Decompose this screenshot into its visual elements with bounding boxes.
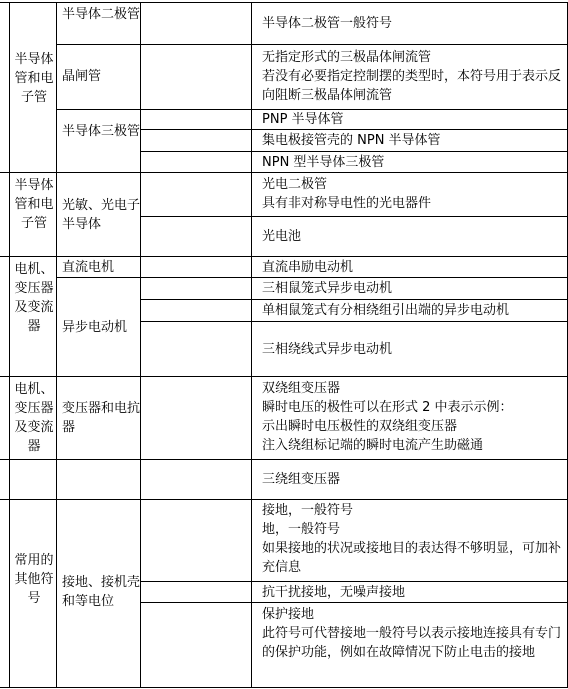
subcategory-cell: 半导体三极管: [62, 124, 141, 139]
subcategory-cell: 直流电机: [62, 260, 115, 275]
rule: [140, 581, 568, 582]
description-cell: 直流串励电动机: [262, 260, 354, 275]
description-cell: 三相绕线式异步电动机: [262, 342, 393, 357]
subcategory-cell: 变压器和电抗器: [62, 401, 141, 435]
rule: [0, 376, 568, 377]
category-cell: 电机、变压器及变流器: [14, 262, 54, 334]
description-cell: PNP 半导体管: [262, 112, 344, 127]
description-cell: 单相鼠笼式有分相绕组引出端的异步电动机: [262, 303, 510, 318]
description-cell: 半导体二极管一般符号: [262, 16, 393, 31]
description-cell: 光电池: [262, 229, 302, 244]
description-cell: 三绕组变压器: [262, 472, 341, 487]
category-cell: 常用的其他符号: [14, 553, 54, 606]
category-cell: 电机、变压器及变流器: [14, 382, 54, 454]
description-cell: 无指定形式的三极晶体闸流管 若没有必要指定控制摆的类型时，本符号用于表示反向阻断三极晶体闸流管: [262, 50, 562, 103]
rule: [251, 2, 252, 688]
description-cell: 抗干扰接地，无噪声接地: [262, 585, 406, 600]
rule: [0, 687, 568, 688]
rule: [0, 499, 568, 500]
description-cell: 集电极接管壳的 NPN 半导体管: [262, 133, 441, 148]
description-cell: 接地，一般符号 地，一般符号 如果接地的状况或接地目的表达得不够明显，可加补充信息: [262, 503, 562, 575]
rule: [140, 216, 568, 217]
rule: [0, 459, 568, 460]
description-cell: 三相鼠笼式异步电动机: [262, 281, 393, 296]
description-cell: 光电二极管 具有非对称导电性的光电器件: [262, 177, 432, 211]
rule: [140, 602, 568, 603]
subcategory-cell: 半导体二极管: [62, 7, 141, 22]
description-cell: NPN 型半导体三极管: [262, 155, 385, 170]
rule: [0, 256, 568, 257]
category-cell: 半导体管和电子管: [14, 52, 54, 105]
rule: [140, 299, 568, 300]
rule: [56, 44, 568, 45]
subcategory-cell: 晶闸管: [62, 69, 102, 84]
rule: [56, 2, 57, 688]
rule: [9, 2, 10, 688]
rule: [140, 321, 568, 322]
rule: [0, 2, 568, 3]
rule: [140, 129, 568, 130]
rule: [56, 277, 568, 278]
category-cell: 半导体管和电子管: [14, 178, 54, 231]
description-cell: 保护接地 此符号可代替接地一般符号以表示接地连接具有专门的保护功能，例如在故障情况下防止电击的接地: [262, 607, 562, 660]
rule: [140, 151, 568, 152]
subcategory-cell: 光敏、光电子半导体: [62, 198, 141, 232]
subcategory-cell: 异步电动机: [62, 320, 128, 335]
description-cell: 双绕组变压器 瞬时电压的极性可以在形式 2 中表示示例： 示出瞬时电压极性的双绕组变压器 注入绕组标记端的瞬时电流产生助磁通: [262, 381, 513, 453]
subcategory-cell: 接地、接机壳和等电位: [62, 575, 141, 609]
rule: [0, 172, 568, 173]
rule: [140, 2, 141, 688]
